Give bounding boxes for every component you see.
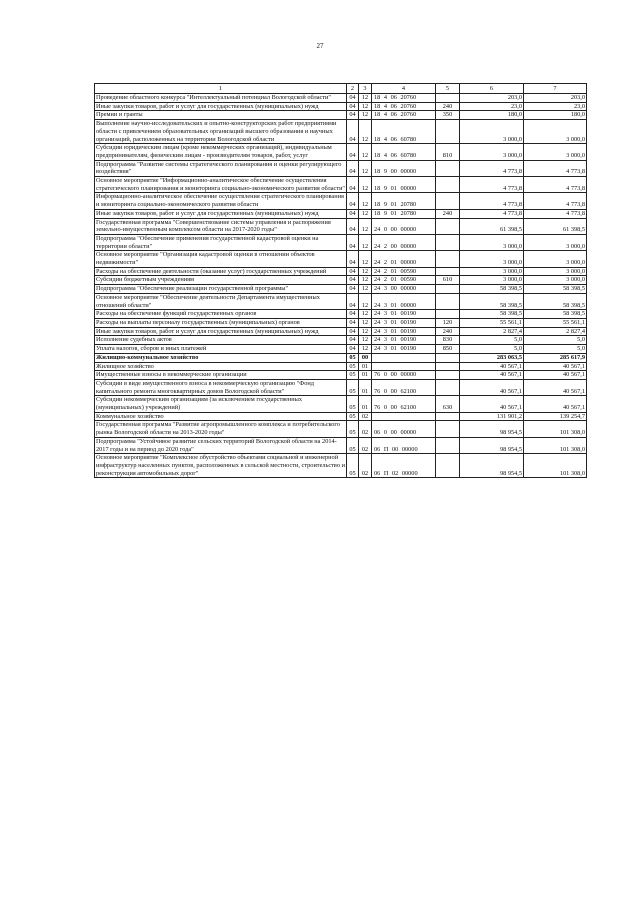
row-amount-year-1: 4 773,8 <box>460 209 524 218</box>
row-name: Расходы на выплаты персоналу государственных (муниципальных) органов <box>95 318 347 327</box>
row-section: 05 <box>347 421 359 437</box>
row-subsection: 12 <box>359 94 372 103</box>
table-row <box>95 111 587 120</box>
row-subsection: 12 <box>359 102 372 111</box>
row-name: Уплата налогов, сборов и иных платежей <box>95 345 347 354</box>
table-row <box>95 251 587 267</box>
row-amount-year-2: 5,0 <box>524 336 587 345</box>
row-amount-year-2: 180,0 <box>524 111 587 120</box>
row-amount-year-2: 3 000,0 <box>524 144 587 160</box>
header-row <box>95 84 587 94</box>
row-expense-type <box>436 437 460 453</box>
row-amount-year-2: 23,0 <box>524 102 587 111</box>
row-name: Субсидии в виде имущественного взноса в некоммерческую организацию "Фонд капитального ремонта многоквартирных домов Вологодской области" <box>95 379 347 395</box>
row-name: Выполнение научно-исследовательских и опытно-конструкторских работ предприятиями области с привлечением образовательных организаций высшего образования и научных организаций, расположенных на территории Вологодской области <box>95 120 347 144</box>
row-target-code: 18 4 06 60780 <box>372 144 436 160</box>
row-subsection: 12 <box>359 276 372 285</box>
row-subsection: 12 <box>359 209 372 218</box>
row-target-code: 06 0 00 00000 <box>372 421 436 437</box>
row-amount-year-2: 3 000,0 <box>524 276 587 285</box>
row-amount-year-2: 203,0 <box>524 94 587 103</box>
row-amount-year-2: 40 567,1 <box>524 379 587 395</box>
row-amount-year-2: 58 398,5 <box>524 310 587 319</box>
row-expense-type <box>436 251 460 267</box>
table-row <box>95 412 587 421</box>
table-row <box>95 218 587 234</box>
row-name: Подпрограмма "Устойчивое развитие сельских территорий Вологодской области на 2014-2017 годы и на период до 2020 года" <box>95 437 347 453</box>
table-row <box>95 120 587 144</box>
row-name: Коммунальное хозяйство <box>95 412 347 421</box>
row-amount-year-2: 4 773,8 <box>524 209 587 218</box>
row-section: 04 <box>347 234 359 250</box>
row-amount-year-1: 3 000,0 <box>460 120 524 144</box>
row-target-code: 24 3 01 00190 <box>372 310 436 319</box>
row-amount-year-1: 55 561,1 <box>460 318 524 327</box>
row-amount-year-1: 203,0 <box>460 94 524 103</box>
row-expense-type <box>436 371 460 380</box>
row-section: 05 <box>347 362 359 371</box>
row-target-code: 24 3 01 00190 <box>372 345 436 354</box>
row-section: 04 <box>347 293 359 309</box>
row-target-code <box>372 412 436 421</box>
table-row <box>95 454 587 478</box>
row-target-code: 24 2 01 00590 <box>372 276 436 285</box>
row-section: 04 <box>347 345 359 354</box>
table-row <box>95 234 587 250</box>
row-subsection: 02 <box>359 454 372 478</box>
row-target-code: 18 4 06 60780 <box>372 120 436 144</box>
row-section: 04 <box>347 218 359 234</box>
row-section: 04 <box>347 144 359 160</box>
row-subsection: 12 <box>359 193 372 209</box>
table-row <box>95 144 587 160</box>
row-expense-type <box>436 234 460 250</box>
row-target-code: 76 0 00 62100 <box>372 379 436 395</box>
row-subsection: 00 <box>359 353 372 362</box>
row-section: 04 <box>347 267 359 276</box>
row-name: Имущественные взносы в некоммерческие организации <box>95 371 347 380</box>
row-name: Субсидии некоммерческим организациям (за исключением государственных (муниципальных) учреждений) <box>95 396 347 412</box>
row-section: 05 <box>347 412 359 421</box>
row-expense-type <box>436 267 460 276</box>
table-row <box>95 421 587 437</box>
table-row <box>95 293 587 309</box>
row-amount-year-1: 2 827,4 <box>460 327 524 336</box>
row-expense-type: 120 <box>436 318 460 327</box>
row-expense-type <box>436 285 460 294</box>
row-subsection: 12 <box>359 327 372 336</box>
row-amount-year-2: 101 308,0 <box>524 437 587 453</box>
row-section: 04 <box>347 285 359 294</box>
row-target-code: 24 3 00 00000 <box>372 285 436 294</box>
row-expense-type: 830 <box>436 336 460 345</box>
table-row <box>95 310 587 319</box>
table-row <box>95 379 587 395</box>
row-section: 04 <box>347 102 359 111</box>
row-name: Основное мероприятие "Организация кадастровой оценки в отношении объектов недвижимости" <box>95 251 347 267</box>
row-expense-type <box>436 353 460 362</box>
row-name: Основное мероприятие "Обеспечение деятельности Департамента имущественных отношений области" <box>95 293 347 309</box>
row-amount-year-2: 2 827,4 <box>524 327 587 336</box>
row-expense-type <box>436 310 460 319</box>
row-expense-type: 630 <box>436 396 460 412</box>
row-amount-year-1: 180,0 <box>460 111 524 120</box>
row-section: 04 <box>347 276 359 285</box>
header-col-2: 2 <box>347 84 359 94</box>
row-amount-year-1: 58 398,5 <box>460 285 524 294</box>
row-name: Подпрограмма "Обеспечение применения государственной кадастровой оценки на территории области" <box>95 234 347 250</box>
table-row <box>95 193 587 209</box>
row-expense-type <box>436 177 460 193</box>
row-target-code: 18 4 06 20760 <box>372 102 436 111</box>
row-amount-year-2: 58 398,5 <box>524 293 587 309</box>
row-expense-type: 810 <box>436 144 460 160</box>
row-subsection: 12 <box>359 336 372 345</box>
row-subsection: 12 <box>359 120 372 144</box>
row-section: 04 <box>347 318 359 327</box>
row-section: 04 <box>347 327 359 336</box>
table-row <box>95 102 587 111</box>
row-name: Премии и гранты <box>95 111 347 120</box>
row-target-code: 76 0 00 62100 <box>372 396 436 412</box>
row-target-code: 24 0 00 00000 <box>372 218 436 234</box>
row-amount-year-2: 4 773,8 <box>524 177 587 193</box>
row-target-code: 18 4 06 20760 <box>372 111 436 120</box>
row-section: 04 <box>347 251 359 267</box>
row-expense-type <box>436 379 460 395</box>
row-amount-year-1: 40 567,1 <box>460 371 524 380</box>
row-subsection: 12 <box>359 267 372 276</box>
row-subsection: 12 <box>359 285 372 294</box>
header-col-7: 7 <box>524 84 587 94</box>
header-col-4: 4 <box>372 84 436 94</box>
row-amount-year-1: 40 567,1 <box>460 379 524 395</box>
row-expense-type: 240 <box>436 327 460 336</box>
table-row <box>95 336 587 345</box>
row-amount-year-2: 4 773,8 <box>524 160 587 176</box>
row-name: Жилищно-коммунальное хозяйство <box>95 353 347 362</box>
header-col-3: 3 <box>359 84 372 94</box>
row-amount-year-1: 5,0 <box>460 336 524 345</box>
row-target-code: 06 П 02 00000 <box>372 454 436 478</box>
row-name: Исполнение судебных актов <box>95 336 347 345</box>
row-target-code: 24 3 01 00190 <box>372 318 436 327</box>
row-amount-year-1: 40 567,1 <box>460 362 524 371</box>
row-expense-type <box>436 412 460 421</box>
row-name: Основное мероприятие "Информационно-аналитическое обеспечение осуществления стратегического планирования и мониторинга социально-экономического развития области" <box>96 177 346 192</box>
row-name: Жилищное хозяйство <box>95 362 347 371</box>
row-expense-type: 850 <box>436 345 460 354</box>
row-target-code <box>372 353 436 362</box>
row-amount-year-2: 139 254,7 <box>524 412 587 421</box>
table-row <box>95 362 587 371</box>
row-amount-year-2: 5,0 <box>524 345 587 354</box>
row-subsection: 12 <box>359 310 372 319</box>
row-subsection: 12 <box>359 293 372 309</box>
row-section: 04 <box>347 111 359 120</box>
row-section: 04 <box>347 177 359 193</box>
row-amount-year-2: 40 567,1 <box>524 362 587 371</box>
row-expense-type <box>436 120 460 144</box>
table-row <box>95 285 587 294</box>
row-target-code: 18 9 01 00000 <box>372 177 436 193</box>
row-amount-year-2: 4 773,8 <box>524 193 587 209</box>
row-amount-year-1: 283 063,5 <box>460 353 524 362</box>
table-row <box>95 327 587 336</box>
row-expense-type <box>436 193 460 209</box>
row-expense-type: 610 <box>436 276 460 285</box>
row-expense-type <box>436 218 460 234</box>
row-amount-year-1: 23,0 <box>460 102 524 111</box>
row-target-code: 18 9 00 00000 <box>372 160 436 176</box>
row-subsection: 12 <box>359 318 372 327</box>
row-section: 04 <box>347 193 359 209</box>
row-section: 04 <box>347 209 359 218</box>
row-amount-year-2: 101 308,0 <box>524 421 587 437</box>
table-row <box>95 160 587 176</box>
row-section: 05 <box>347 379 359 395</box>
row-target-code: 24 2 00 00000 <box>372 234 436 250</box>
row-subsection: 12 <box>359 218 372 234</box>
row-amount-year-1: 40 567,1 <box>460 396 524 412</box>
row-section: 05 <box>347 396 359 412</box>
row-subsection: 12 <box>359 234 372 250</box>
row-name: Основное мероприятие "Комплексное обустройство объектами социальной и инженерной инфраструктур населенных пунктов, расположенных в сельской местности, строительство и реконструкция автомобильных дорог" <box>96 454 345 477</box>
row-amount-year-1: 58 398,5 <box>460 293 524 309</box>
row-target-code <box>372 362 436 371</box>
row-target-code: 18 9 01 20780 <box>372 193 436 209</box>
row-subsection: 12 <box>359 160 372 176</box>
row-expense-type: 350 <box>436 111 460 120</box>
table-row <box>95 318 587 327</box>
row-amount-year-2: 55 561,1 <box>524 318 587 327</box>
row-subsection: 02 <box>359 412 372 421</box>
row-section: 04 <box>347 120 359 144</box>
row-section: 04 <box>347 336 359 345</box>
row-section: 05 <box>347 454 359 478</box>
row-subsection: 12 <box>359 111 372 120</box>
row-amount-year-1: 4 773,8 <box>460 193 524 209</box>
row-amount-year-1: 58 398,5 <box>460 310 524 319</box>
row-section: 04 <box>347 310 359 319</box>
header-col-5: 5 <box>436 84 460 94</box>
row-name: Иные закупки товаров, работ и услуг для государственных (муниципальных) нужд <box>95 327 347 336</box>
row-subsection: 01 <box>359 379 372 395</box>
row-amount-year-1: 3 000,0 <box>460 276 524 285</box>
row-target-code: 24 2 01 00590 <box>372 267 436 276</box>
row-subsection: 12 <box>359 345 372 354</box>
row-expense-type <box>436 362 460 371</box>
row-target-code: 18 9 01 20780 <box>372 209 436 218</box>
row-amount-year-2: 40 567,1 <box>524 396 587 412</box>
row-subsection: 12 <box>359 144 372 160</box>
table-row <box>95 94 587 103</box>
row-subsection: 01 <box>359 362 372 371</box>
row-target-code: 18 4 06 20760 <box>372 94 436 103</box>
row-section: 04 <box>347 94 359 103</box>
row-amount-year-1: 98 954,5 <box>460 437 524 453</box>
row-amount-year-2: 58 398,5 <box>524 285 587 294</box>
row-expense-type <box>436 160 460 176</box>
row-name: Государственная программа "Развитие агропромышленного комплекса и потребительского рынка Вологодской области на 2013-2020 годы" <box>95 421 347 437</box>
row-amount-year-2: 3 000,0 <box>524 267 587 276</box>
row-name: Информационно-аналитическое обеспечение осуществления стратегического планирования и мониторинга социально-экономического развития области <box>95 193 347 209</box>
row-subsection: 12 <box>359 177 372 193</box>
row-name: Подпрограмма "Развитие системы стратегического планирования и оценки регулирующего воздействия" <box>95 160 347 176</box>
row-expense-type <box>436 454 460 478</box>
row-amount-year-1: 5,0 <box>460 345 524 354</box>
row-amount-year-1: 3 000,0 <box>460 267 524 276</box>
row-name: Иные закупки товаров, работ и услуг для государственных (муниципальных) нужд <box>95 102 347 111</box>
row-name: Расходы на обеспечение функций государственных органов <box>95 310 347 319</box>
row-target-code: 24 2 01 00000 <box>372 251 436 267</box>
row-expense-type <box>436 94 460 103</box>
row-subsection: 01 <box>359 371 372 380</box>
table-row <box>95 345 587 354</box>
row-expense-type: 240 <box>436 102 460 111</box>
table-row <box>95 276 587 285</box>
row-target-code: 76 0 00 00000 <box>372 371 436 380</box>
table-row <box>95 177 587 193</box>
row-amount-year-1: 4 773,8 <box>460 177 524 193</box>
row-amount-year-1: 131 901,2 <box>460 412 524 421</box>
row-section: 05 <box>347 371 359 380</box>
row-amount-year-2: 61 398,5 <box>524 218 587 234</box>
row-name: Иные закупки товаров, работ и услуг для государственных (муниципальных) нужд <box>95 209 347 218</box>
row-amount-year-2: 3 000,0 <box>524 234 587 250</box>
row-name: Проведение областного конкурса "Интеллектуальный потенциал Вологодской области" <box>95 94 347 103</box>
row-subsection: 02 <box>359 437 372 453</box>
row-amount-year-1: 4 773,8 <box>460 160 524 176</box>
row-amount-year-1: 3 000,0 <box>460 144 524 160</box>
table-row <box>95 437 587 453</box>
table-body <box>95 94 587 478</box>
table-row <box>95 396 587 412</box>
page-number: 27 <box>316 42 324 50</box>
row-name: Субсидии бюджетным учреждениям <box>95 276 347 285</box>
table-row <box>95 209 587 218</box>
row-name: Подпрограмма "Обеспечение реализации государственной программы" <box>95 285 347 294</box>
row-name: Расходы на обеспечение деятельности (оказание услуг) государственных учреждений <box>95 267 347 276</box>
row-amount-year-2: 3 000,0 <box>524 120 587 144</box>
row-amount-year-2: 101 308,0 <box>524 454 587 478</box>
header-col-1: 1 <box>95 84 347 94</box>
row-subsection: 01 <box>359 396 372 412</box>
row-amount-year-2: 40 567,1 <box>524 371 587 380</box>
table-row <box>95 371 587 380</box>
row-amount-year-1: 3 000,0 <box>460 234 524 250</box>
row-section: 04 <box>347 160 359 176</box>
row-subsection: 12 <box>359 251 372 267</box>
header-col-6: 6 <box>460 84 524 94</box>
row-name: Субсидии юридическим лицам (кроме некоммерческих организаций), индивидуальным предпринимателям, физическим лицам - производителям товаров, работ, услуг <box>95 144 347 160</box>
row-target-code: 24 3 01 00190 <box>372 327 436 336</box>
row-target-code: 06 П 00 00000 <box>372 437 436 453</box>
row-amount-year-2: 285 617,9 <box>524 353 587 362</box>
row-name: Государственная программа "Совершенствование системы управления и распоряжения земельно-имущественным комплексом области на 2017-2020 годы" <box>95 218 347 234</box>
table-row <box>95 267 587 276</box>
budget-table <box>94 83 587 478</box>
row-expense-type: 240 <box>436 209 460 218</box>
row-expense-type <box>436 293 460 309</box>
row-amount-year-1: 98 954,5 <box>460 421 524 437</box>
row-amount-year-1: 3 000,0 <box>460 251 524 267</box>
row-amount-year-1: 61 398,5 <box>460 218 524 234</box>
row-amount-year-1: 98 954,5 <box>460 454 524 478</box>
row-expense-type <box>436 421 460 437</box>
row-section: 05 <box>347 437 359 453</box>
row-target-code: 24 3 01 00190 <box>372 336 436 345</box>
table-row <box>95 353 587 362</box>
row-amount-year-2: 3 000,0 <box>524 251 587 267</box>
row-target-code: 24 3 01 00000 <box>372 293 436 309</box>
row-subsection: 02 <box>359 421 372 437</box>
row-section: 05 <box>347 353 359 362</box>
